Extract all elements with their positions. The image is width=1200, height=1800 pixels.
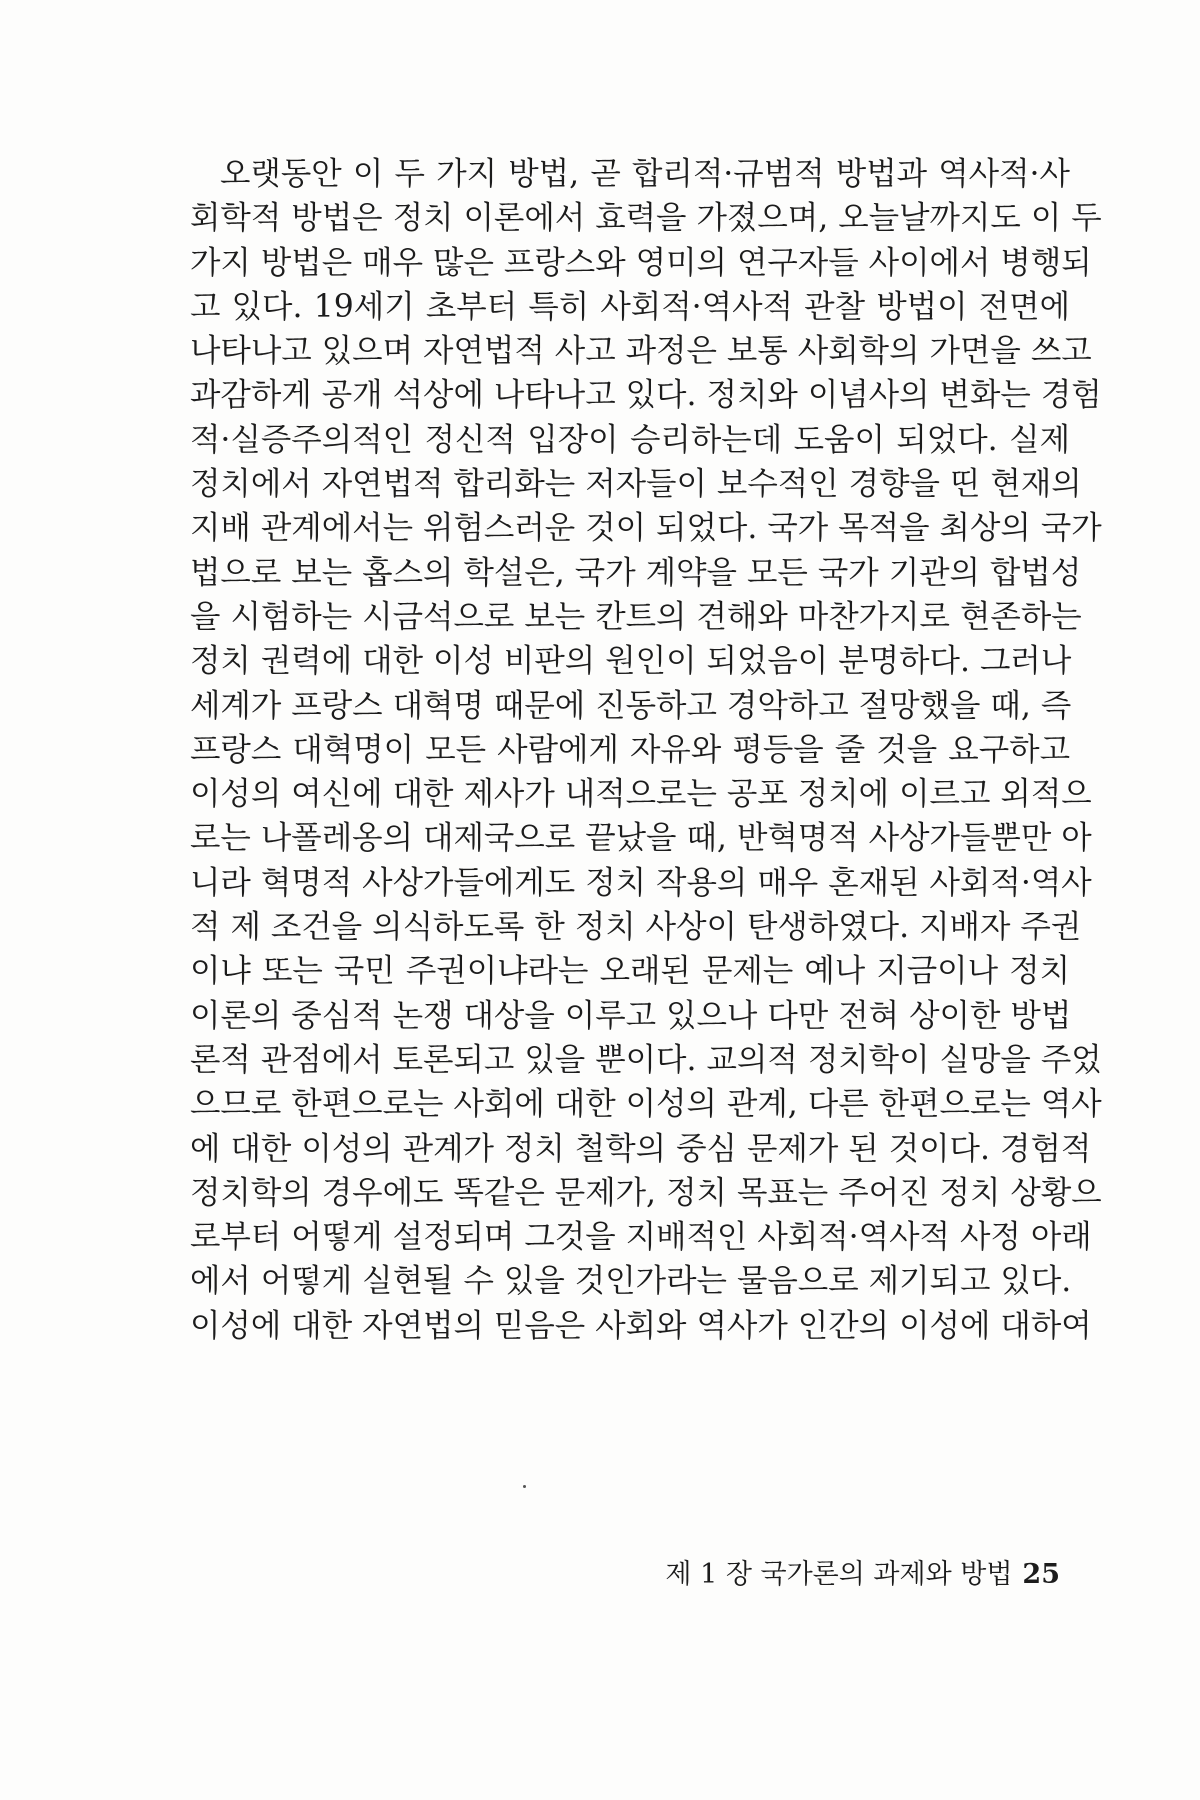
page-number: 25 — [1022, 1559, 1060, 1590]
text-line-8: 정치에서 자연법적 합리화는 저자들이 보수적인 경향을 띤 현재의 — [190, 466, 1082, 503]
text-line-21: 론적 관점에서 토론되고 있을 뿐이다. 교의적 정치학이 실망을 주었 — [190, 1041, 1102, 1078]
text-line-17: 니라 혁명적 사상가들에게도 정치 작용의 매우 혼재된 사회적·역사 — [190, 864, 1092, 901]
text-line-19: 이냐 또는 국민 주권이냐라는 오래된 문제는 예나 지금이나 정치 — [190, 953, 1070, 990]
text-line-12: 정치 권력에 대한 이성 비판의 원인이 되었음이 분명하다. 그러나 — [190, 643, 1072, 680]
text-line-13: 세계가 프랑스 대혁명 때문에 진동하고 경악하고 절망했을 때, 즉 — [190, 687, 1072, 724]
text-line-1: 오랫동안 이 두 가지 방법, 곧 합리적·규범적 방법과 역사적·사 — [220, 156, 1070, 192]
text-line-22: 으므로 한편으로는 사회에 대한 이성의 관계, 다른 한편으로는 역사 — [190, 1086, 1102, 1123]
text-line-11: 을 시험하는 시금석으로 보는 칸트의 견해와 마찬가지로 현존하는 — [190, 598, 1082, 635]
running-title: 제 1 장 국가론의 과제와 방법 — [665, 1559, 1013, 1590]
text-line-18: 적 제 조건을 의식하도록 한 정치 사상이 탄생하였다. 지배자 주권 — [190, 909, 1082, 946]
text-line-23: 에 대한 이성의 관계가 정치 철학의 중심 문제가 된 것이다. 경험적 — [190, 1130, 1092, 1167]
text-line-2: 회학적 방법은 정치 이론에서 효력을 가졌으며, 오늘날까지도 이 두 — [190, 200, 1102, 237]
text-line-7: 적·실증주의적인 정신적 입장이 승리하는데 도움이 되었다. 실제 — [190, 421, 1070, 458]
text-line-14: 프랑스 대혁명이 모든 사람에게 자유와 평등을 줄 것을 요구하고 — [190, 731, 1070, 768]
text-line-25: 로부터 어떻게 설정되며 그것을 지배적인 사회적·역사적 사정 아래 — [190, 1219, 1092, 1256]
text-line-20: 이론의 중심적 논쟁 대상을 이루고 있으나 다만 전혀 상이한 방법 — [190, 997, 1072, 1034]
text-line-4: 고 있다. 19세기 초부터 특히 사회적·역사적 관찰 방법이 전면에 — [190, 288, 1070, 325]
scan-speck — [523, 1485, 526, 1488]
text-line-24: 정치학의 경우에도 똑같은 문제가, 정치 목표는 주어진 정치 상황으 — [190, 1174, 1102, 1211]
text-line-5: 나타나고 있으며 자연법적 사고 과정은 보통 사회학의 가면을 쓰고 — [190, 333, 1092, 370]
text-line-6: 과감하게 공개 석상에 나타나고 있다. 정치와 이념사의 변화는 경험 — [190, 377, 1102, 414]
page-footer — [665, 1552, 1060, 1591]
body-text — [190, 152, 1102, 1348]
text-line-16: 로는 나폴레옹의 대제국으로 끝났을 때, 반혁명적 사상가들뿐만 아 — [190, 820, 1092, 857]
text-line-3: 가지 방법은 매우 많은 프랑스와 영미의 연구자들 사이에서 병행되 — [190, 244, 1092, 281]
text-line-26: 에서 어떻게 실현될 수 있을 것인가라는 물음으로 제기되고 있다. — [190, 1263, 1072, 1300]
text-line-9: 지배 관계에서는 위험스러운 것이 되었다. 국가 목적을 최상의 국가 — [190, 510, 1102, 547]
text-line-10: 법으로 보는 홉스의 학설은, 국가 계약을 모든 국가 기관의 합법성 — [190, 554, 1082, 591]
text-line-27: 이성에 대한 자연법의 믿음은 사회와 역사가 인간의 이성에 대하여 — [190, 1307, 1092, 1344]
text-line-15: 이성의 여신에 대한 제사가 내적으로는 공포 정치에 이르고 외적으 — [190, 776, 1092, 813]
